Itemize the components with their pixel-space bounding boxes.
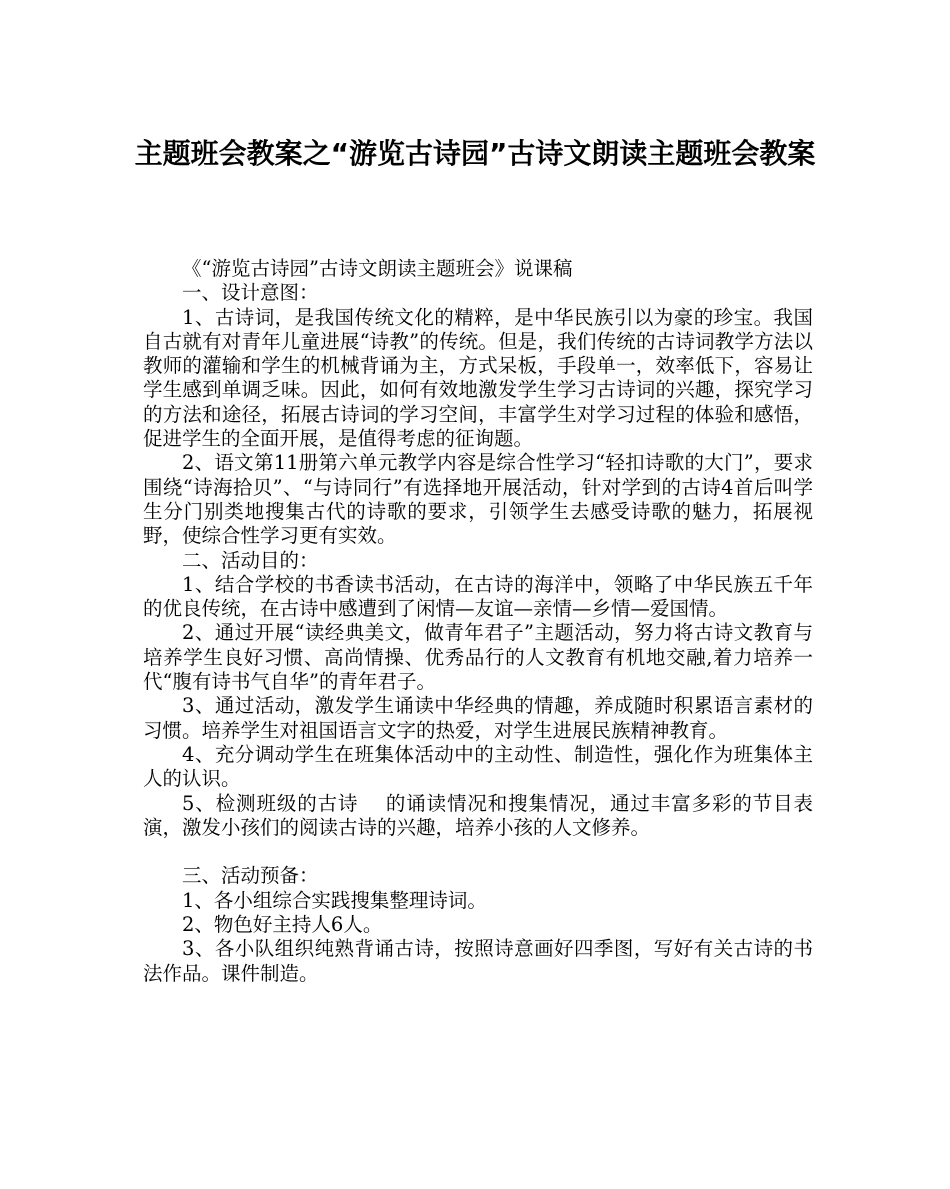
section-heading-activity-preparation: 三、活动预备： <box>182 864 319 888</box>
paragraph: 1、古诗词，是我国传统文化的精粹，是中华民族引以为豪的珍宝。我国自古就有对青年儿童进展“诗教”的传统。但是，我们传统的古诗词教学方法以教师的灌输和学生的机械背诵为主，方式呆板，手段单一，效率低下，容易让学生感到单调乏味。因此，如何有效地激发学生学习古诗词的兴趣，探究学习的方法和途径，拓展古诗词的学习空间，丰富学生对学习过程的体验和感悟，促进学生的全面开展，是值得考虑的征询题。 <box>143 305 813 451</box>
paragraph: 3、通过活动，激发学生诵读中华经典的情趣，养成随时积累语言素材的习惯。培养学生对祖国语言文字的热爱，对学生进展民族精神教育。 <box>143 694 813 742</box>
document-title: 主题班会教案之“游览古诗园”古诗文朗读主题班会教案 <box>134 137 816 170</box>
paragraph: 4、充分调动学生在班集体活动中的主动性、制造性，强化作为班集体主人的认识。 <box>143 742 813 791</box>
section-heading-activity-goals: 二、活动目的： <box>182 548 319 572</box>
paragraph: 2、物色好主持人6人。 <box>182 913 383 937</box>
paragraph: 1、结合学校的书香读书活动，在古诗的海洋中，领略了中华民族五千年的优良传统，在古诗中感遭到了闲情—友谊—亲情—乡情—爱国情。 <box>143 572 813 621</box>
paragraph: 3、各小队组织纯熟背诵古诗，按照诗意画好四季图，写好有关古诗的书法作品。课件制造。 <box>143 937 813 985</box>
paragraph: 2、语文第11册第六单元教学内容是综合性学习“轻扣诗歌的大门”，要求围绕“诗海拾贝”、“与诗同行”有选择地开展活动，针对学到的古诗4首后叫学生分门别类地搜集古代的诗歌的要求，引领学生去感受诗歌的魅力，拓展视野，使综合性学习更有实效。 <box>143 451 813 548</box>
document-body <box>143 257 813 986</box>
document-subtitle: 《“游览古诗园”古诗文朗读主题班会》说课稿 <box>182 257 573 280</box>
section-heading-design-intent: 一、设计意图： <box>182 281 319 305</box>
paragraph: 1、各小组综合实践搜集整理诗词。 <box>182 888 487 912</box>
paragraph: 5、检测班级的古诗 的诵读情况和搜集情况，通过丰富多彩的节目表演，激发小孩们的阅读古诗的兴趣，培养小孩的人文修养。 <box>143 791 813 839</box>
paragraph: 2、通过开展“读经典美文，做青年君子”主题活动，努力将古诗文教育与培养学生良好习惯、高尚情操、优秀品行的人文教育有机地交融,着力培养一代“腹有诗书气自华”的青年君子。 <box>143 621 813 694</box>
